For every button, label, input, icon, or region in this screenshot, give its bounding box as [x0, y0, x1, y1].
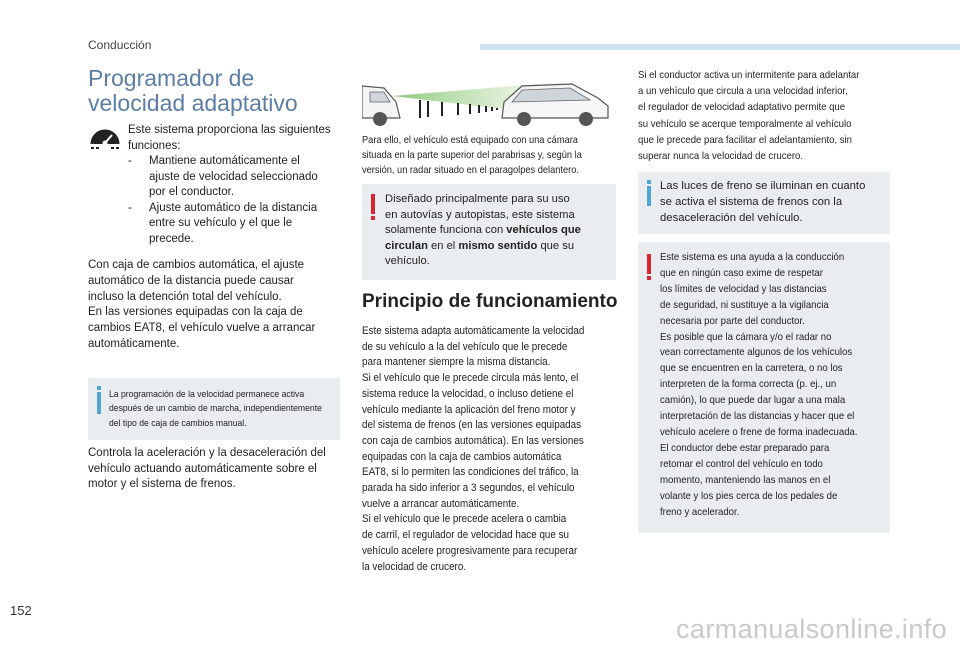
warning-icon	[371, 194, 375, 214]
intro-block	[128, 123, 343, 247]
info-note-text: Las luces de freno se iluminan en cuanto se activa el sistema de frenos con la desaceleración del vehículo.	[660, 180, 866, 224]
info-note-box	[88, 378, 340, 440]
adaptive-cruise-radar-illustration	[362, 74, 620, 132]
intro-line: funciones:	[128, 139, 181, 152]
intro-line: Este sistema proporciona las siguientes	[128, 124, 331, 136]
warning-icon	[647, 254, 651, 274]
paragraph: Este sistema adapta automáticamente la velocidad de su vehículo a la del vehículo que le precede para mantener siempre la misma distancia. Si el vehículo que le precede circula más lento, el sistema reduce la velocidad, o incluso detiene el vehículo mediante la aplicación del freno motor y del sistema de frenos (en las versiones equipadas con caja de cambios automática). En las versiones equipadas con la caja de cambios automática EAT8, si lo permiten las condiciones del tráfico, la parada ha sido inferior a 3 segundos, el vehículo vuelve a arrancar automáticamente. Si el vehículo que le precede acelera o cambia de carril, el regulador de velocidad hace que su vehículo acelere progresivamente para recuperar la velocidad de crucero.	[362, 325, 585, 573]
watermark[interactable]: carmanualsonline.info	[676, 614, 948, 644]
list-item: - Mantiene automáticamente el ajuste de velocidad seleccionado por el conductor.	[128, 155, 318, 198]
warning-note-box	[362, 184, 616, 280]
warning-note-text: Diseñado principalmente para su uso en autovías y autopistas, este sistema solamente funciona con vehículos que circulan en el mismo sentido que su vehículo.	[385, 193, 581, 268]
warning-note-box	[638, 242, 890, 533]
title-line: velocidad adaptativo	[88, 90, 298, 116]
header-bar	[480, 44, 960, 50]
title-line: Programador de	[88, 65, 255, 91]
paragraph: Con caja de cambios automática, el ajuste automático de la distancia puede causar incluso la detención total del vehículo. En las versiones equipadas con la caja de cambios EAT8, el vehículo vuelve a arrancar automáticamente.	[88, 259, 316, 350]
paragraph: Si el conductor activa un intermitente para adelantar a un vehículo que circula a una velocidad inferior, el regulador de velocidad adaptativo permite que su vehículo se acerque temporalmente al vehículo que le precede para facilitar el adelantamiento, sin superar nunca la velocidad de crucero.	[638, 70, 860, 163]
info-icon	[647, 186, 651, 206]
section-label: Conducción	[88, 38, 152, 52]
speed-regulator-icon	[88, 122, 122, 152]
page-number: 152	[10, 603, 32, 618]
list-item: - Ajuste automático de la distancia entre su vehículo y el que le precede.	[128, 201, 318, 245]
info-note-text: La programación de la velocidad permanece activa después de un cambio de marcha, independientemente del tipo de caja de cambios manual.	[109, 388, 322, 428]
info-icon	[97, 392, 101, 414]
section-heading: Principio de funcionamiento	[362, 291, 618, 312]
page-title	[88, 66, 348, 116]
paragraph: Para ello, el vehículo está equipado con una cámara situada en la parte superior del parabrisas y, según la versión, un radar situado en el paragolpes delantero.	[362, 135, 582, 177]
paragraph: Controla la aceleración y la desaceleración del vehículo actuando automáticamente sobre el motor y el sistema de frenos.	[88, 447, 326, 490]
warning-note-text: Este sistema es una ayuda a la conducción que en ningún caso exime de respetar los límites de velocidad y las distancias de seguridad, ni sustituye a la vigilancia necesaria por parte del conductor. Es posible que la cámara y/o el radar no vean correctamente algunos de los vehículos que se encuentren en la carretera, o no los interpreten de la forma correcta (p. ej., un camión), lo que puede dar lugar a una mala interpretación de las distancias y hacer que el vehículo acelere o frene de forma inadecuada. El conductor debe estar preparado para retomar el control del vehículo en todo momento, manteniendo las manos en el volante y los pies cerca de los pedales de freno y acelerador.	[660, 252, 858, 518]
info-note-box	[638, 172, 890, 234]
